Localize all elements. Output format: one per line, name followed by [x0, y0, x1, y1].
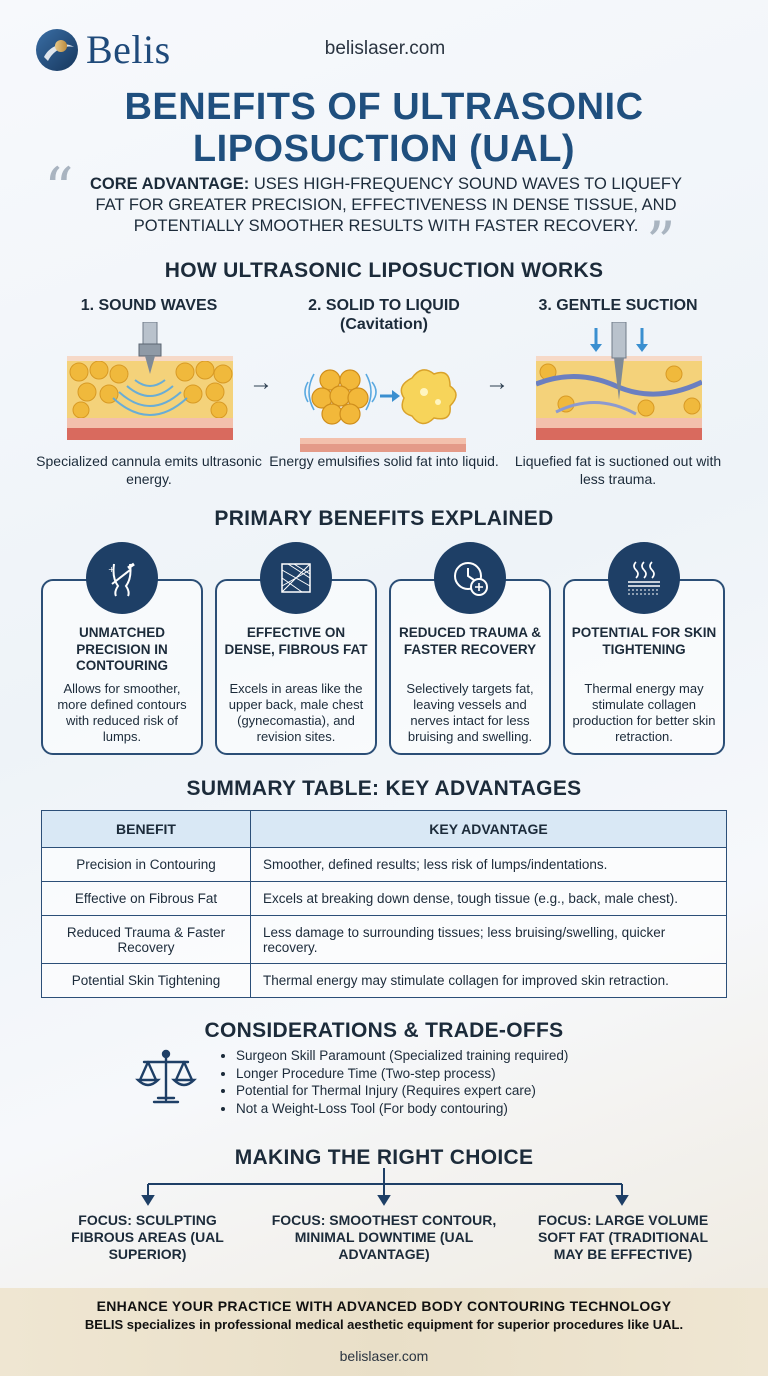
svg-text:+: +: [108, 565, 115, 574]
footer-subtitle: BELIS specializes in professional medical aesthetic equipment for superior procedures like UAL.: [84, 1317, 684, 1332]
table-row: [42, 848, 727, 882]
table-cell-benefit: Potential Skin Tightening: [42, 964, 251, 998]
table-row: [42, 964, 727, 998]
table-header-key-advantage: KEY ADVANTAGE: [251, 811, 727, 848]
choice-option-sculpting: FOCUS: SCULPTING FIBROUS AREAS (UAL SUPERIOR): [71, 1212, 224, 1262]
benefit-desc-precision: Allows for smoother, more defined contours with reduced risk of lumps.: [57, 681, 187, 744]
benefit-desc-fibrous: Excels in areas like the upper back, male chest (gynecomastia), and revision sites.: [228, 681, 364, 744]
list-item: • Surgeon Skill Paramount (Specialized training required): [236, 1047, 568, 1065]
arrow-right-icon: →: [485, 369, 509, 396]
clock-recovery-icon: [434, 542, 506, 614]
step-2-title-sub: (Cavitation): [340, 316, 428, 333]
table-header-benefit: BENEFIT: [42, 811, 251, 848]
primary-benefits-title: PRIMARY BENEFITS EXPLAINED: [214, 507, 554, 530]
step-2-title: [269, 296, 499, 334]
table-header-row: [42, 811, 727, 848]
sound-waves-illustration: [67, 322, 233, 442]
benefit-desc-recovery: Selectively targets fat, leaving vessels and nerves intact for less bruising and swelling.: [406, 681, 534, 744]
considerations-list: [222, 1047, 568, 1117]
benefit-title-fibrous: EFFECTIVE ON DENSE, FIBROUS FAT: [224, 625, 368, 657]
how-it-works-title: HOW ULTRASONIC LIPOSUCTION WORKS: [164, 259, 604, 282]
table-cell-advantage: Less damage to surrounding tissues; less bruising/swelling, quicker recovery.: [251, 916, 727, 964]
list-item: • Potential for Thermal Injury (Requires expert care): [236, 1082, 568, 1100]
table-cell-benefit: Effective on Fibrous Fat: [42, 882, 251, 916]
table-cell-advantage: Thermal energy may stimulate collagen for improved skin retraction.: [251, 964, 727, 998]
choice-connector-diagram: [140, 1168, 630, 1208]
step-2-title-main: 2. SOLID TO LIQUID: [308, 297, 460, 314]
arrow-right-icon: →: [249, 369, 273, 396]
benefit-title-recovery: REDUCED TRAUMA & FASTER RECOVERY: [399, 625, 541, 657]
site-url[interactable]: belislaser.com: [324, 38, 446, 59]
core-advantage: [76, 174, 696, 237]
summary-table: [41, 810, 727, 998]
table-cell-advantage: Excels at breaking down dense, tough tissue (e.g., back, male chest).: [251, 882, 727, 916]
footer-site-url[interactable]: belislaser.com: [339, 1348, 429, 1364]
core-advantage-label: CORE ADVANTAGE:: [90, 175, 250, 193]
step-2-description: Energy emulsifies solid fat into liquid.: [269, 453, 499, 469]
open-quote-icon: “: [44, 155, 74, 223]
benefit-title-precision: UNMATCHED PRECISION IN CONTOURING: [75, 625, 168, 673]
balance-scale-icon: [134, 1046, 198, 1110]
table-cell-benefit: Precision in Contouring: [42, 848, 251, 882]
step-3-description: Liquefied fat is suctioned out with less trauma.: [514, 453, 722, 487]
cavitation-illustration: [300, 342, 466, 462]
choice-option-smoothest: FOCUS: SMOOTHEST CONTOUR, MINIMAL DOWNTIME (UAL ADVANTAGE): [271, 1212, 497, 1262]
right-choice-title: MAKING THE RIGHT CHOICE: [234, 1146, 534, 1169]
list-item: • Not a Weight-Loss Tool (For body contouring): [236, 1100, 568, 1118]
core-advantage-text: USES HIGH-FREQUENCY SOUND WAVES TO LIQUEFY FAT FOR GREATER PRECISION, EFFECTIVENESS IN DENSE TISSUE, AND POTENTIALLY SMOOTHER RESULTS WITH FASTER RECOVERY.: [95, 175, 682, 235]
suction-illustration: [536, 322, 702, 442]
logo-text: Belis: [86, 27, 171, 72]
summary-table-title: SUMMARY TABLE: KEY ADVANTAGES: [186, 777, 582, 800]
close-quote-icon: ”: [646, 209, 676, 277]
table-row: [42, 916, 727, 964]
choice-option-large-volume: FOCUS: LARGE VOLUME SOFT FAT (TRADITIONAL MAY BE EFFECTIVE): [537, 1212, 709, 1262]
table-cell-benefit: Reduced Trauma & Faster Recovery: [42, 916, 251, 964]
page-title: BENEFITS OF ULTRASONIC LIPOSUCTION (UAL): [124, 86, 644, 170]
step-1-description: Specialized cannula emits ultrasonic energy.: [36, 453, 262, 487]
considerations-title: CONSIDERATIONS & TRADE-OFFS: [204, 1019, 564, 1042]
logo: [34, 26, 171, 73]
body-contour-icon: [86, 542, 158, 614]
footer-title: ENHANCE YOUR PRACTICE WITH ADVANCED BODY CONTOURING TECHNOLOGY: [96, 1298, 672, 1314]
thermal-skin-icon: [608, 542, 680, 614]
benefit-desc-skin: Thermal energy may stimulate collagen production for better skin retraction.: [572, 681, 716, 744]
step-1-title: 1. SOUND WAVES: [80, 297, 218, 314]
step-3-title: 3. GENTLE SUCTION: [538, 297, 698, 314]
list-item: • Longer Procedure Time (Two-step process): [236, 1065, 568, 1083]
table-cell-advantage: Smoother, defined results; less risk of lumps/indentations.: [251, 848, 727, 882]
table-row: [42, 882, 727, 916]
benefit-title-skin: POTENTIAL FOR SKIN TIGHTENING: [571, 625, 717, 657]
logo-mark-icon: [34, 27, 80, 73]
fibrous-tissue-icon: [260, 542, 332, 614]
